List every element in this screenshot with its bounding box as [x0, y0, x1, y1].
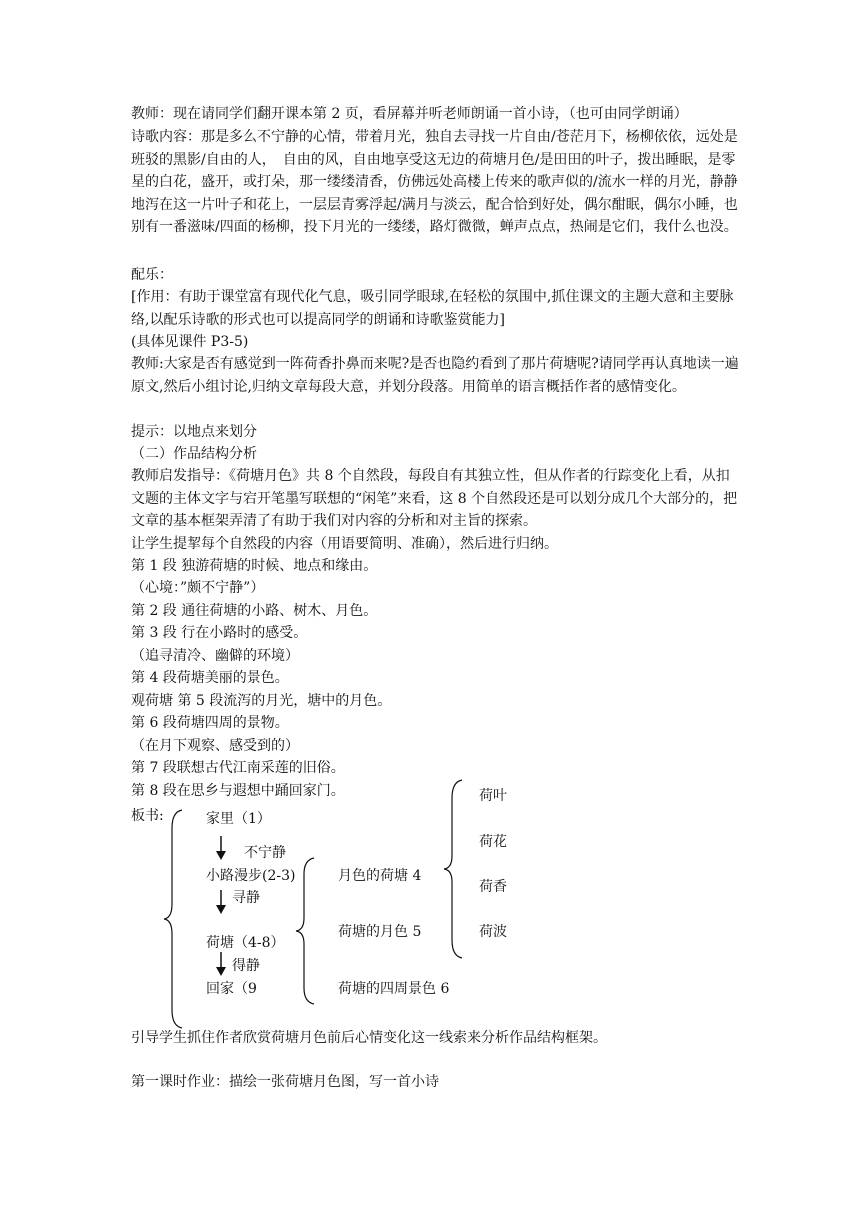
teacher-intro: 教师：现在请同学们翻开课本第 2 页，看屏幕并听老师朗诵一首小诗，（也可由同学朗诵）	[131, 106, 688, 122]
board-lotus-leaf: 荷叶	[479, 788, 507, 804]
middle-brace	[292, 856, 318, 1006]
paragraph-summary: （追寻清冷、幽僻的环境）	[131, 648, 299, 664]
music-effect: [作用：有助于课堂富有现代化气息，吸引同学眼球,在轻松的氛围中,抓住课文的主题大意和主要脉络,以配乐诗歌的形式也可以提高同学的朗诵和诗歌鉴赏能力]	[131, 289, 734, 328]
right-brace	[440, 778, 466, 960]
closing-guide: 引导学生抓住作者欣赏荷塘月色前后心情变化这一线索来分析作品结构框架。	[131, 1030, 607, 1046]
teacher-guide: 教师启发指导：《荷塘月色》共 8 个自然段，每段自有其独立性，但从作者的行踪变化上看，从扣文题的主体文字与宕开笔墨写联想的“闲笔”来看，这 8 个自然段还是可以划分成几个大部分的，把文章的基本框架弄清了有助于我们对内容的分析和对主旨的探索。	[131, 468, 738, 529]
down-arrow-icon	[213, 950, 229, 978]
down-arrow-icon	[213, 888, 229, 916]
board-seek-calm: 寻静	[232, 890, 260, 906]
homework-line: 第一课时作业：描绘一张荷塘月色图，写一首小诗	[131, 1074, 439, 1090]
paragraph-summary: 第 8 段在思乡与遐想中踊回家门。	[131, 783, 345, 799]
paragraph-summary: （在月下观察、感受到的）	[131, 738, 299, 754]
paragraph-summary: 第 2 段 通往荷塘的小路、树木、月色。	[131, 603, 378, 619]
board-moon-pond: 月色的荷塘 4	[338, 868, 422, 884]
down-arrow-icon	[213, 834, 229, 862]
hint-line: 提示：以地点来划分	[131, 424, 257, 440]
board-not-calm: 不宁静	[244, 845, 286, 861]
board-pond: 荷塘（4-8）	[206, 935, 285, 951]
board-return: 回家（9	[206, 981, 257, 997]
paragraph-summary: 第 1 段 独游荷塘的时候、地点和缘由。	[131, 558, 378, 574]
paragraph-summary: 观荷塘 第 5 段流泻的月光，塘中的月色。	[131, 693, 392, 709]
courseware-ref: (具体见课件 P3-5)	[131, 334, 249, 350]
paragraph-summary: 第 4 段荷塘美丽的景色。	[131, 670, 289, 686]
paragraph-summary: 第 7 段联想古代江南采莲的旧俗。	[131, 760, 345, 776]
instruction-line: 让学生提挈每个自然段的内容（用语要简明、准确），然后进行归纳。	[131, 536, 558, 552]
section-heading: （二）作品结构分析	[131, 446, 257, 462]
paragraph-summary: 第 3 段 行在小路时的感受。	[131, 625, 308, 641]
board-get-calm: 得静	[232, 958, 260, 974]
board-lotus-flower: 荷花	[479, 834, 507, 850]
music-label: 配乐：	[131, 267, 173, 283]
board-home: 家里（1）	[206, 811, 271, 827]
board-lotus-fragrance: 荷香	[479, 879, 507, 895]
paragraph-summary: 第 6 段荷塘四周的景物。	[131, 715, 289, 731]
board-label: 板书:	[131, 808, 164, 824]
board-path: 小路漫步(2-3)	[206, 868, 296, 884]
paragraph-summary: （心境：”颇不宁静”）	[131, 580, 265, 596]
left-brace	[160, 808, 190, 1030]
board-surroundings: 荷塘的四周景色 6	[338, 981, 450, 997]
board-lotus-wave: 荷波	[479, 924, 507, 940]
board-pond-moon: 荷塘的月色 5	[338, 924, 422, 940]
poem-content: 诗歌内容：那是多么不宁静的心情，带着月光，独自去寻找一片自由/苍茫月下，杨柳依依，远处是班驳的黑影/自由的人， 自由的风，自由地享受这无边的荷塘月色/是田田的叶子，拨出睡眠，是零星的白花，盛开，或打朵，那一缕缕清香，仿佛远处高楼上传来的歌声似的/流水一样的月光，静静地泻在这一片叶子和花上，一层层青雾浮起/满月与淡云，配合恰到好处，偶尔酣眠，偶尔小睡，也别有一番滋味/四面的杨柳，投下月光的一缕缕，路灯微微，蝉声点点，热闹是它们，我什么也没。	[131, 129, 738, 235]
teacher-question: 教师:大家是否有感觉到一阵荷香扑鼻而来呢?是否也隐约看到了那片荷塘呢?请同学再认真地读一遍原文,然后小组讨论,归纳文章每段大意，并划分段落。用简单的语言概括作者的感情变化。	[131, 356, 739, 395]
